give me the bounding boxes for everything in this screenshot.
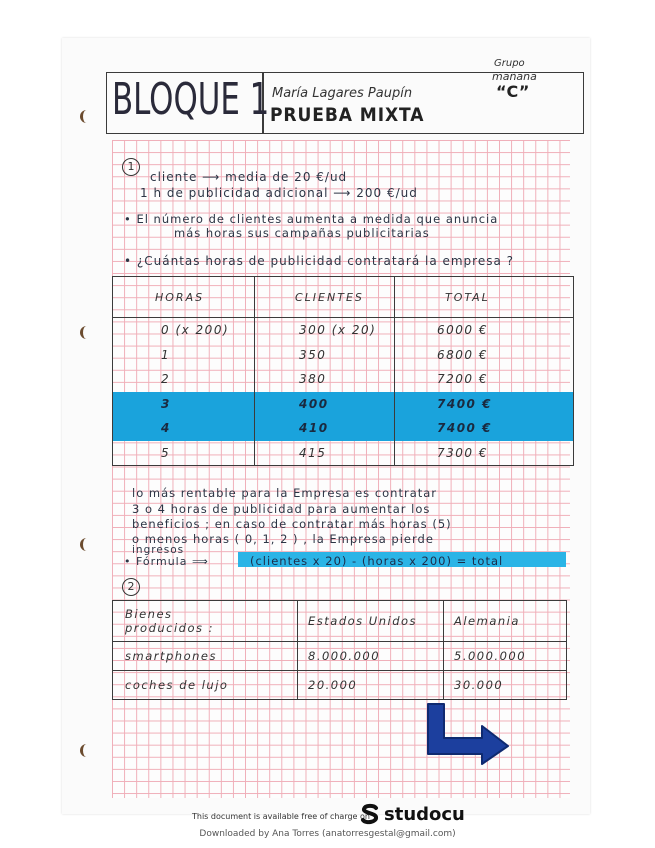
group-shift: mañana [492,70,537,83]
cell-horas: 0 (x 200) [161,323,230,338]
cell-total: 7400 € [395,392,574,417]
premise-line-2: 1 h de publicidad adicional ⟶ 200 €/ud [140,186,418,200]
ring-hole [80,744,92,757]
turn-arrow-icon [424,700,514,770]
premise-line-1: cliente ⟶ media de 20 €/ud [150,170,348,184]
group-label: Grupo [494,58,525,69]
column-header-goods [113,601,298,642]
conclusion-line-1: lo más rentable para la Empresa es contratar [132,486,438,500]
conclusion-line-5: ingresos [132,544,185,556]
section-number-2: 2 [122,578,140,596]
conclusion-line-2: 3 o 4 horas de publicidad para aumentar los [132,502,431,516]
column-header-clientes: CLIENTES [255,277,395,318]
table-row [113,441,574,466]
goods-table [112,600,567,700]
formula-label: • Fórmula ⟹ [124,555,209,568]
cell-clientes: 380 [255,367,395,392]
cell-good: coches de lujo [113,671,298,700]
student-name: María Lagares Paupín [272,86,413,101]
column-header-total: TOTAL [395,277,574,318]
statement-line-2: más horas sus campañas publicitarias [174,226,430,240]
ring-hole [80,110,92,123]
page-title: BLOQUE 1 [112,74,270,125]
goods-header-line-2: producidos : [125,621,215,635]
statement-line-1: • El número de clientes aumenta a medida que anuncia [124,212,499,226]
studocu-logo-icon [360,803,380,825]
cell-total: 6800 € [395,343,574,368]
cell-horas: 5 [161,445,171,460]
availability-note: This document is available free of charge on [192,812,370,821]
studocu-brand: studocu [384,804,465,825]
cell-horas: 4 [113,416,255,441]
cell-total: 6000 € [395,318,574,343]
cell-horas: 1 [161,347,171,362]
cell-horas: 3 [113,392,255,417]
group-letter: “C” [496,82,530,101]
table-row [113,343,574,368]
cell-total: 7400 € [395,416,574,441]
cell-germany: 5.000.000 [444,642,567,671]
table-row [113,318,574,343]
table-row-highlighted [113,392,574,417]
table-row [113,671,567,700]
goods-header-line-1: Bienes [125,607,173,621]
table-header-row [113,601,567,642]
cell-good: smartphones [113,642,298,671]
cell-clientes: 300 (x 20) [255,318,395,343]
cell-usa: 8.000.000 [298,642,444,671]
column-header-horas: HORAS [113,277,255,318]
cell-horas: 2 [161,372,171,387]
table-row [113,367,574,392]
table-header-row [113,277,574,318]
cell-clientes: 400 [255,392,395,417]
cell-total: 7300 € [395,441,574,466]
question-line: • ¿Cuántas horas de publicidad contratará la empresa ? [124,254,515,268]
cell-clientes: 410 [255,416,395,441]
cell-total: 7200 € [395,367,574,392]
ring-hole [80,538,92,551]
formula-text: (clientes x 20) - (horas x 200) = total [250,554,504,568]
cell-usa: 20.000 [298,671,444,700]
exam-subtitle: PRUEBA MIXTA [270,104,425,126]
table-row [113,642,567,671]
column-header-germany: Alemania [444,601,567,642]
cell-clientes: 350 [255,343,395,368]
conclusion-line-3: beneficios ; en caso de contratar más horas (5) [132,517,452,531]
ring-hole [80,326,92,339]
hours-clients-table [112,276,574,466]
table-row-highlighted [113,416,574,441]
conclusion-line-4: o menos horas ( 0, 1, 2 ) , la Empresa pierde [132,532,434,546]
cell-clientes: 415 [255,441,395,466]
download-note: Downloaded by Ana Torres (anatorresgestal@gmail.com) [199,829,456,839]
section-number-1: 1 [122,158,140,176]
cell-germany: 30.000 [444,671,567,700]
column-header-usa: Estados Unidos [298,601,444,642]
